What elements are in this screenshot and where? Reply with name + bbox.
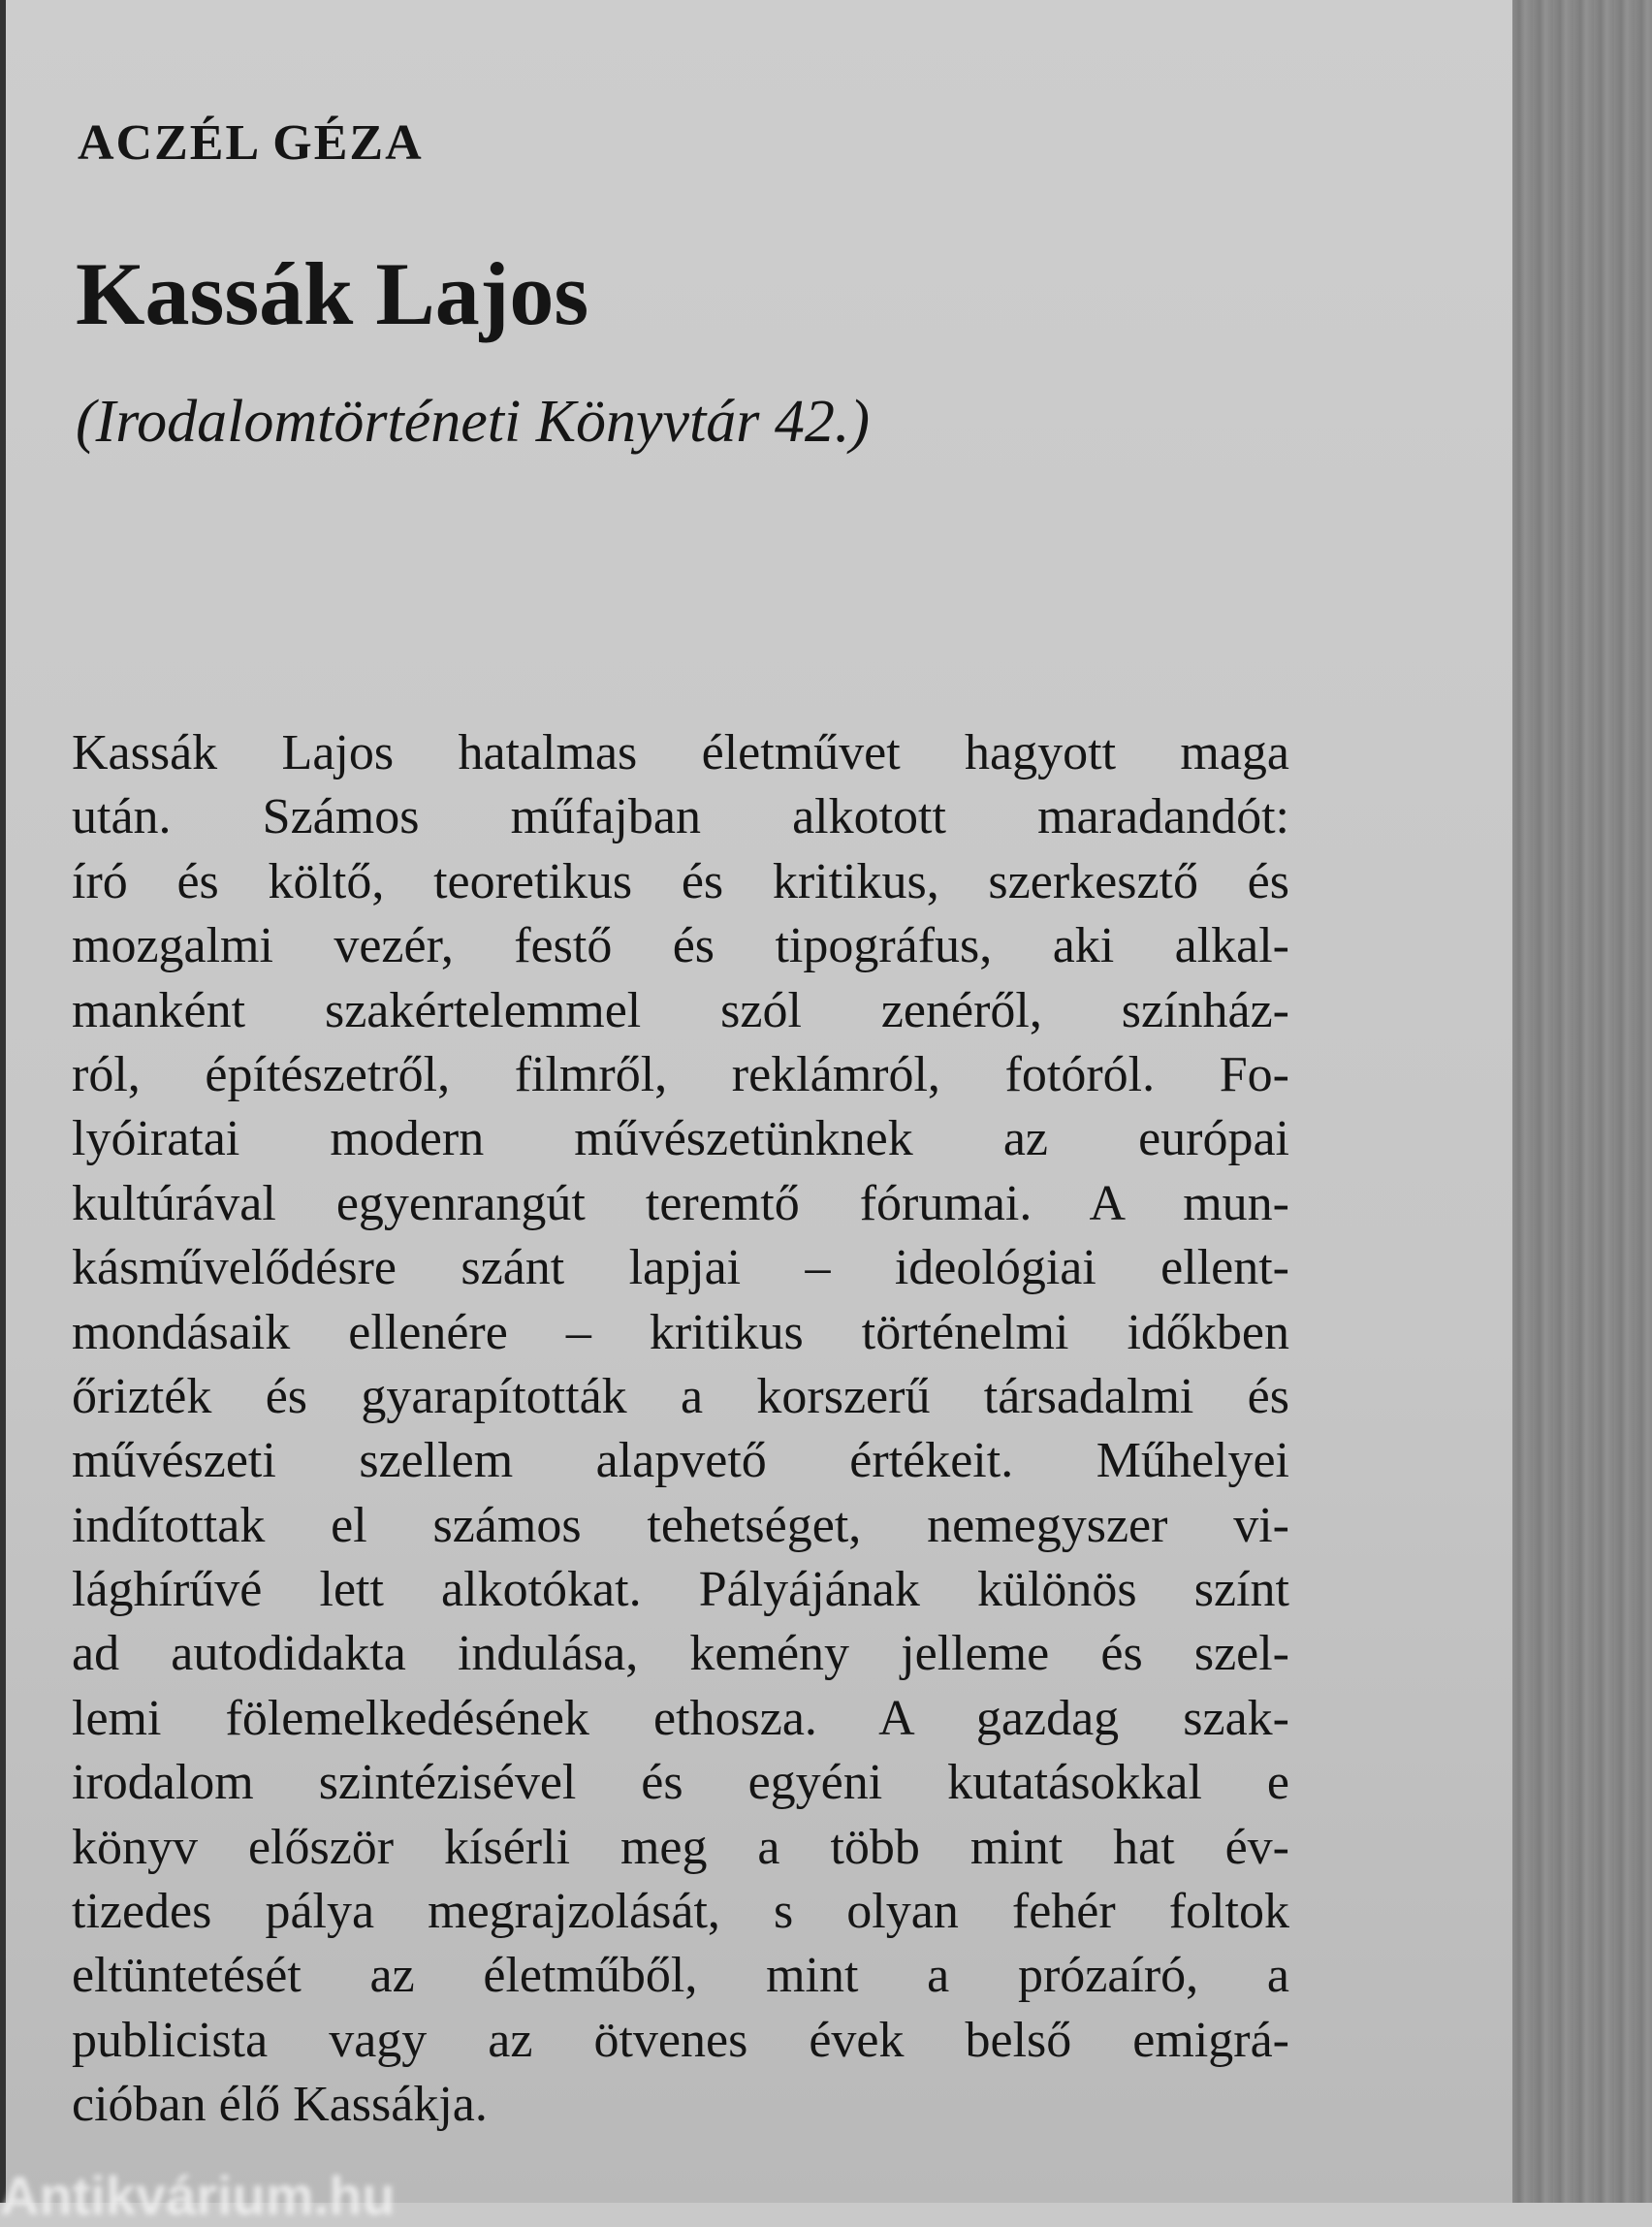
book-title: Kassák Lajos (76, 244, 589, 343)
blurb-line: manként szakértelemmel szól zenéről, színház- (72, 982, 1289, 1038)
blurb-text (72, 721, 1289, 2138)
blurb-line: író és költő, teoretikus és kritikus, szerkesztő és (72, 853, 1289, 909)
blurb-line: cióban élő Kassákja. (72, 2077, 488, 2133)
author-name: ACZÉL GÉZA (78, 115, 424, 171)
blurb-line: publicista vagy az ötvenes évek belső emigrá- (72, 2012, 1289, 2068)
cover-edge (0, 0, 6, 2203)
blurb-line: kultúrával egyenrangút teremtő fórumai. A mun- (72, 1175, 1289, 1231)
blurb-line: őrizték és gyarapították a korszerű társadalmi és (72, 1368, 1289, 1424)
blurb-line: lághírűvé lett alkotókat. Pályájának különös színt (72, 1562, 1289, 1618)
watermark: Antikvárium.hu (0, 2165, 396, 2226)
blurb-line: Kassák Lajos hatalmas életművet hagyott maga (72, 725, 1289, 780)
blurb-line: ról, építészetről, filmről, reklámról, fotóról. Fo- (72, 1046, 1289, 1102)
blurb-line: könyv először kísérli meg a több mint hat év- (72, 1819, 1289, 1875)
blurb-line: tizedes pálya megrajzolását, s olyan fehér foltok (72, 1884, 1289, 1940)
blurb-line: mozgalmi vezér, festő és tipográfus, aki alkal- (72, 918, 1289, 974)
series-subtitle: (Irodalomtörténeti Könyvtár 42.) (76, 389, 871, 455)
blurb-line: lemi fölemelkedésének ethosza. A gazdag szak- (72, 1690, 1289, 1746)
blurb-line: irodalom szintézisével és egyéni kutatásokkal e (72, 1755, 1289, 1811)
blurb-line: lyóiratai modern művészetünknek az európai (72, 1111, 1289, 1167)
blurb-line: eltüntetését az életműből, mint a prózaíró, a (72, 1948, 1289, 2004)
blurb-line: után. Számos műfajban alkotott maradandót: (72, 789, 1289, 845)
blurb-line: indítottak el számos tehetséget, nemegyszer vi- (72, 1497, 1289, 1553)
blurb-line: kásművelődésre szánt lapjai – ideológiai ellent- (72, 1240, 1289, 1296)
blurb-line: mondásaik ellenére – kritikus történelmi időkben (72, 1304, 1289, 1360)
blurb-line: ad autodidakta indulása, kemény jelleme és szel- (72, 1626, 1289, 1682)
background-surface (1512, 0, 1652, 2203)
blurb-line: művészeti szellem alapvető értékeit. Műhelyei (72, 1433, 1289, 1489)
